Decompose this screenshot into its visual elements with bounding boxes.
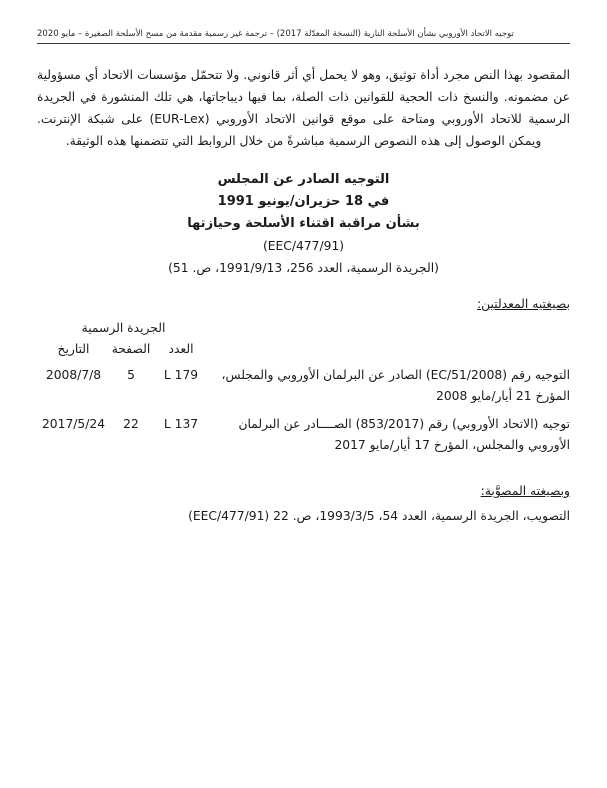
- amendment-oj-number: L 179: [163, 368, 199, 382]
- official-journal-reference: (الجريدة الرسمية، العدد 256، 1991/9/13، ص. 51): [168, 261, 439, 275]
- amendment-oj-number: L 137: [163, 417, 199, 431]
- amendment-description: توجيه (الاتحاد الأوروبي) رقم (853/2017) الصــــادر عن البرلمان الأوروبي والمجلس، المؤرخ 17 أيار/مايو 2017: [238, 417, 570, 452]
- amendment-oj-page: 5: [127, 368, 135, 382]
- table-row: [37, 365, 570, 407]
- description-column-spacer: [210, 319, 570, 358]
- amendments-table: [37, 319, 570, 456]
- amendment-oj-date: 2008/7/8: [45, 368, 102, 382]
- directive-title-date: في 18 حزيران/يونيو 1991: [217, 194, 390, 209]
- official-journal-header: الجريدة الرسمية: [81, 321, 166, 335]
- amendments-heading: [37, 297, 570, 312]
- amendment-oj-date: 2017/5/24: [41, 417, 106, 431]
- correction-reference: التصويب، الجريدة الرسمية، العدد 54، 1993/3/5، ص. 22 (EEC/477/91): [188, 509, 570, 523]
- running-header: [37, 28, 570, 44]
- column-headers-row: [37, 340, 210, 358]
- amendments-table-header: [37, 319, 570, 358]
- column-header-number: العدد: [168, 342, 194, 356]
- directive-reference: (EEC/477/91): [262, 239, 345, 253]
- correction-heading: [37, 484, 570, 499]
- table-row: [37, 414, 570, 456]
- directive-title-subject: بشأن مراقبة اقتناء الأسلحة وحيازتها: [187, 216, 420, 231]
- intro-paragraph: المقصود بهذا النص مجرد أداة توثيق، وهو لا يحمل أي أثر قانوني. ولا تتحمّل مؤسسات الاتحاد أي مسؤولية عن مضمونه. والنسخ ذات الحجية للقوانين ذات الصلة، بما فيها ديباجاتها، هي تلك المنشورة في الجريدة الرسمية للاتحاد الأوروبي ومتاحة على موقع قوانين الاتحاد الأوروبي (EUR-Lex) على شبكة الإنترنت. ويمكن الوصول إلى هذه النصوص الرسمية مباشرةً من خلال الروابط التي تتضمنها هذه الوثيقة.: [37, 68, 570, 148]
- correction-heading-text: وبصيغته المصوَّبة:: [480, 484, 570, 498]
- title-block: [37, 169, 570, 279]
- column-header-date: التاريخ: [57, 342, 90, 356]
- running-header-text: توجيه الاتحاد الأوروبي بشأن الأسلحة النارية (النسخة المعدّلة 2017) – ترجمة غير رسمية مقدمة من مسح الأسلحة الصغيرة – مايو 2020: [37, 29, 514, 39]
- column-header-page: الصفحة: [111, 342, 151, 356]
- amendment-description: التوجيه رقم (EC/51/2008) الصادر عن البرلمان الأوروبي والمجلس، المؤرخ 21 أيار/مايو 2008: [221, 368, 570, 403]
- amendment-oj-page: 22: [123, 417, 139, 431]
- amendments-heading-text: بصيغتيه المعدلتين:: [477, 297, 570, 311]
- directive-title-line1: التوجيه الصادر عن المجلس: [217, 172, 390, 187]
- official-journal-column-group: [37, 319, 210, 358]
